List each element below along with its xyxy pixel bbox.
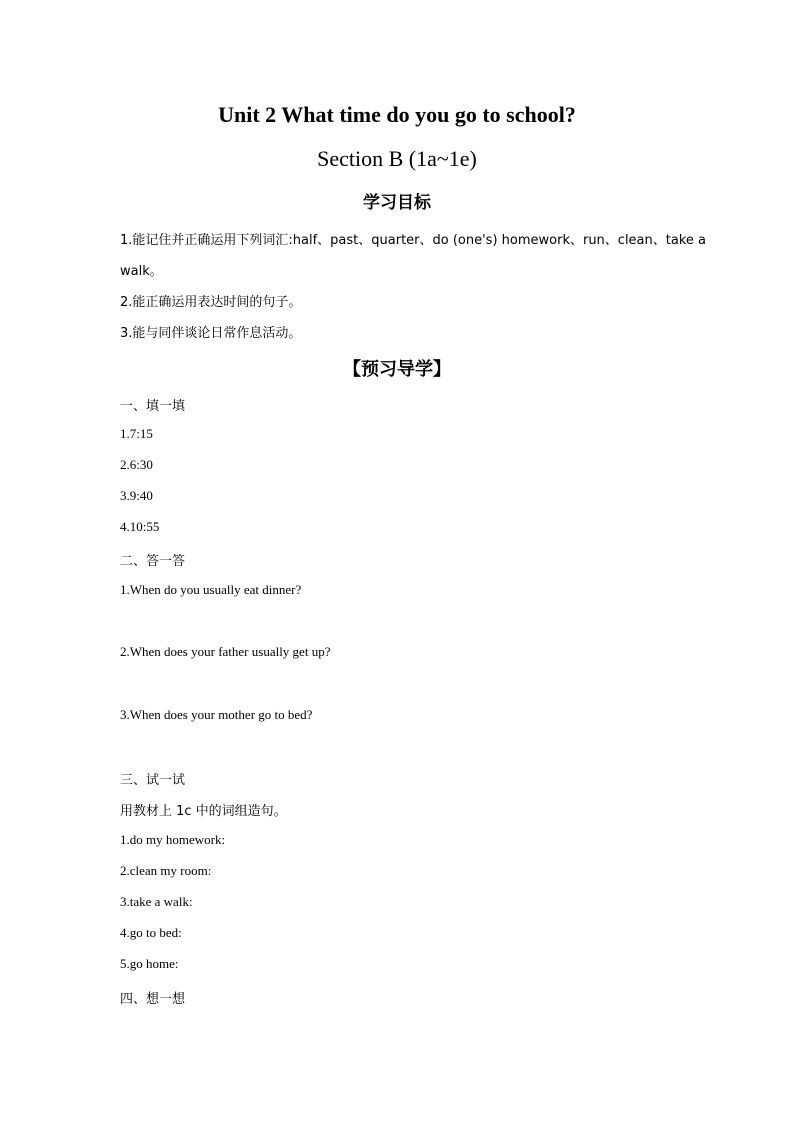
- objective-1-continued: walk。: [120, 264, 163, 279]
- part3-instruction: 用教材上 1c 中的词组造句。: [120, 804, 287, 819]
- objective-1: 1.能记住并正确运用下列词汇:half、past、quarter、do (one's) homework、run、clean、take a: [120, 233, 706, 248]
- question-item: 1.When do you usually eat dinner?: [120, 582, 302, 597]
- objectives-heading: 学习目标: [363, 193, 431, 213]
- fill-item: 4.10:55: [120, 519, 160, 534]
- page-title: Unit 2 What time do you go to school?: [218, 102, 576, 127]
- fill-item: 2.6:30: [120, 457, 153, 472]
- objective-2: 2.能正确运用表达时间的句子。: [120, 295, 302, 310]
- sentence-item: 5.go home:: [120, 956, 179, 971]
- question-item: 2.When does your father usually get up?: [120, 644, 331, 659]
- section-subtitle: Section B (1a~1e): [317, 146, 477, 171]
- question-item: 3.When does your mother go to bed?: [120, 707, 313, 722]
- sentence-item: 1.do my homework:: [120, 832, 226, 847]
- fill-item: 3.9:40: [120, 488, 153, 503]
- sentence-item: 4.go to bed:: [120, 925, 182, 940]
- part3-title: 三、试一试: [120, 773, 186, 788]
- part1-title: 一、填一填: [120, 399, 186, 414]
- sentence-item: 3.take a walk:: [120, 894, 193, 909]
- part4-title: 四、想一想: [120, 992, 186, 1007]
- sentence-item: 2.clean my room:: [120, 863, 212, 878]
- objective-3: 3.能与同伴谈论日常作息活动。: [120, 326, 302, 341]
- preview-heading: 【预习导学】: [343, 359, 451, 380]
- fill-item: 1.7:15: [120, 426, 153, 441]
- part2-title: 二、答一答: [120, 554, 186, 569]
